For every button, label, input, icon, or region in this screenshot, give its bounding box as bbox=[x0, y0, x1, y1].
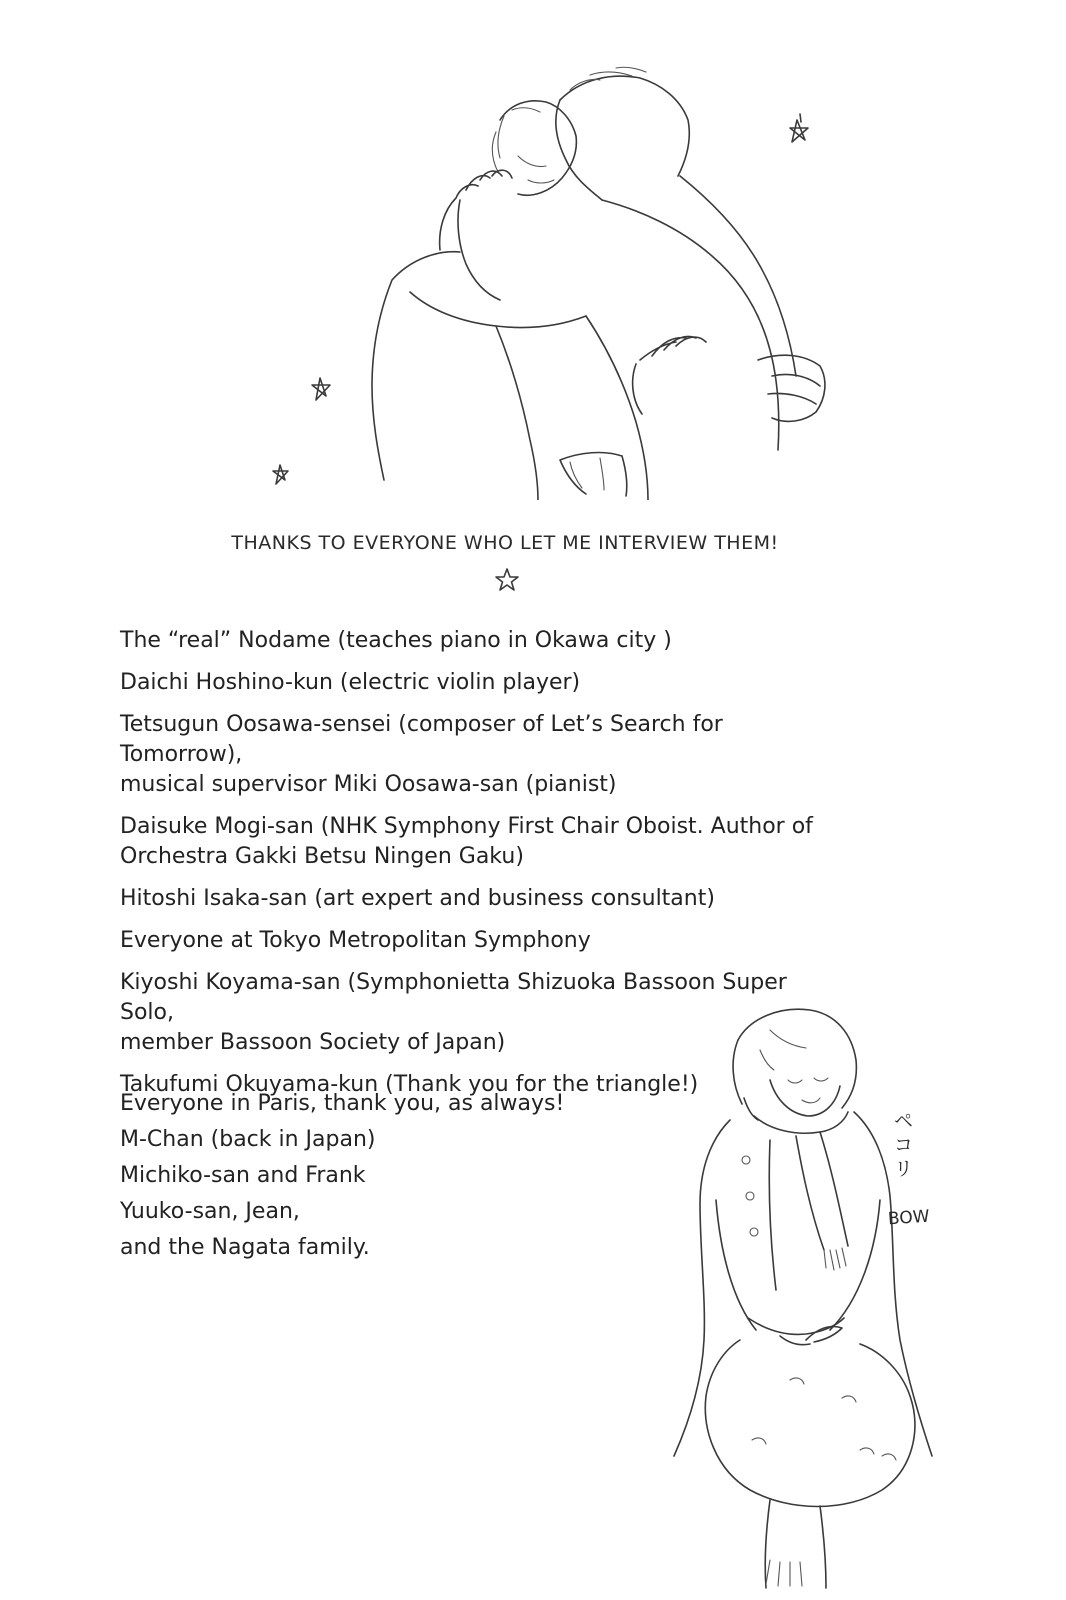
credit-item: The “real” Nodame (teaches piano in Okawa city ) bbox=[120, 628, 672, 653]
credit-item: Tetsugun Oosawa-sensei (composer of Let’s Search for Tomorrow), musical supervisor Miki Oosawa-san (pianist) bbox=[120, 712, 723, 797]
thanks-line: M-Chan (back in Japan) bbox=[120, 1127, 376, 1152]
thanks-heading: THANKS TO EVERYONE WHO LET ME INTERVIEW THEM! bbox=[231, 532, 779, 554]
credit-item: Daisuke Mogi-san (NHK Symphony First Chair Oboist. Author of Orchestra Gakki Betsu Ningen Gaku) bbox=[120, 814, 813, 869]
credit-item: Everyone at Tokyo Metropolitan Symphony bbox=[120, 928, 591, 953]
bowing-girl-illustration bbox=[620, 1000, 950, 1590]
sfx-japanese: ペコリ bbox=[890, 1110, 914, 1182]
thanks-line: Everyone in Paris, thank you, as always! bbox=[120, 1091, 565, 1116]
credit-item: Daichi Hoshino-kun (electric violin player) bbox=[120, 670, 581, 695]
thanks-line: Michiko-san and Frank bbox=[120, 1163, 366, 1188]
thanks-line: Yuuko-san, Jean, bbox=[120, 1199, 300, 1224]
hug-illustration bbox=[260, 60, 840, 500]
star-icon bbox=[312, 378, 330, 400]
credit-item: Takufumi Okuyama-kun (Thank you for the triangle!) bbox=[120, 1072, 699, 1097]
sfx-bow: BOW bbox=[887, 1206, 931, 1230]
star-icon bbox=[790, 114, 808, 142]
star-icon bbox=[494, 566, 520, 592]
thanks-line: and the Nagata family. bbox=[120, 1235, 370, 1260]
credit-item: Kiyoshi Koyama-san (Symphonietta Shizuoka Bassoon Super Solo, member Bassoon Society of Japan) bbox=[120, 970, 787, 1055]
star-icon bbox=[273, 465, 288, 484]
paris-thanks-list bbox=[120, 1086, 640, 1266]
credit-item: Hitoshi Isaka-san (art expert and business consultant) bbox=[120, 886, 715, 911]
